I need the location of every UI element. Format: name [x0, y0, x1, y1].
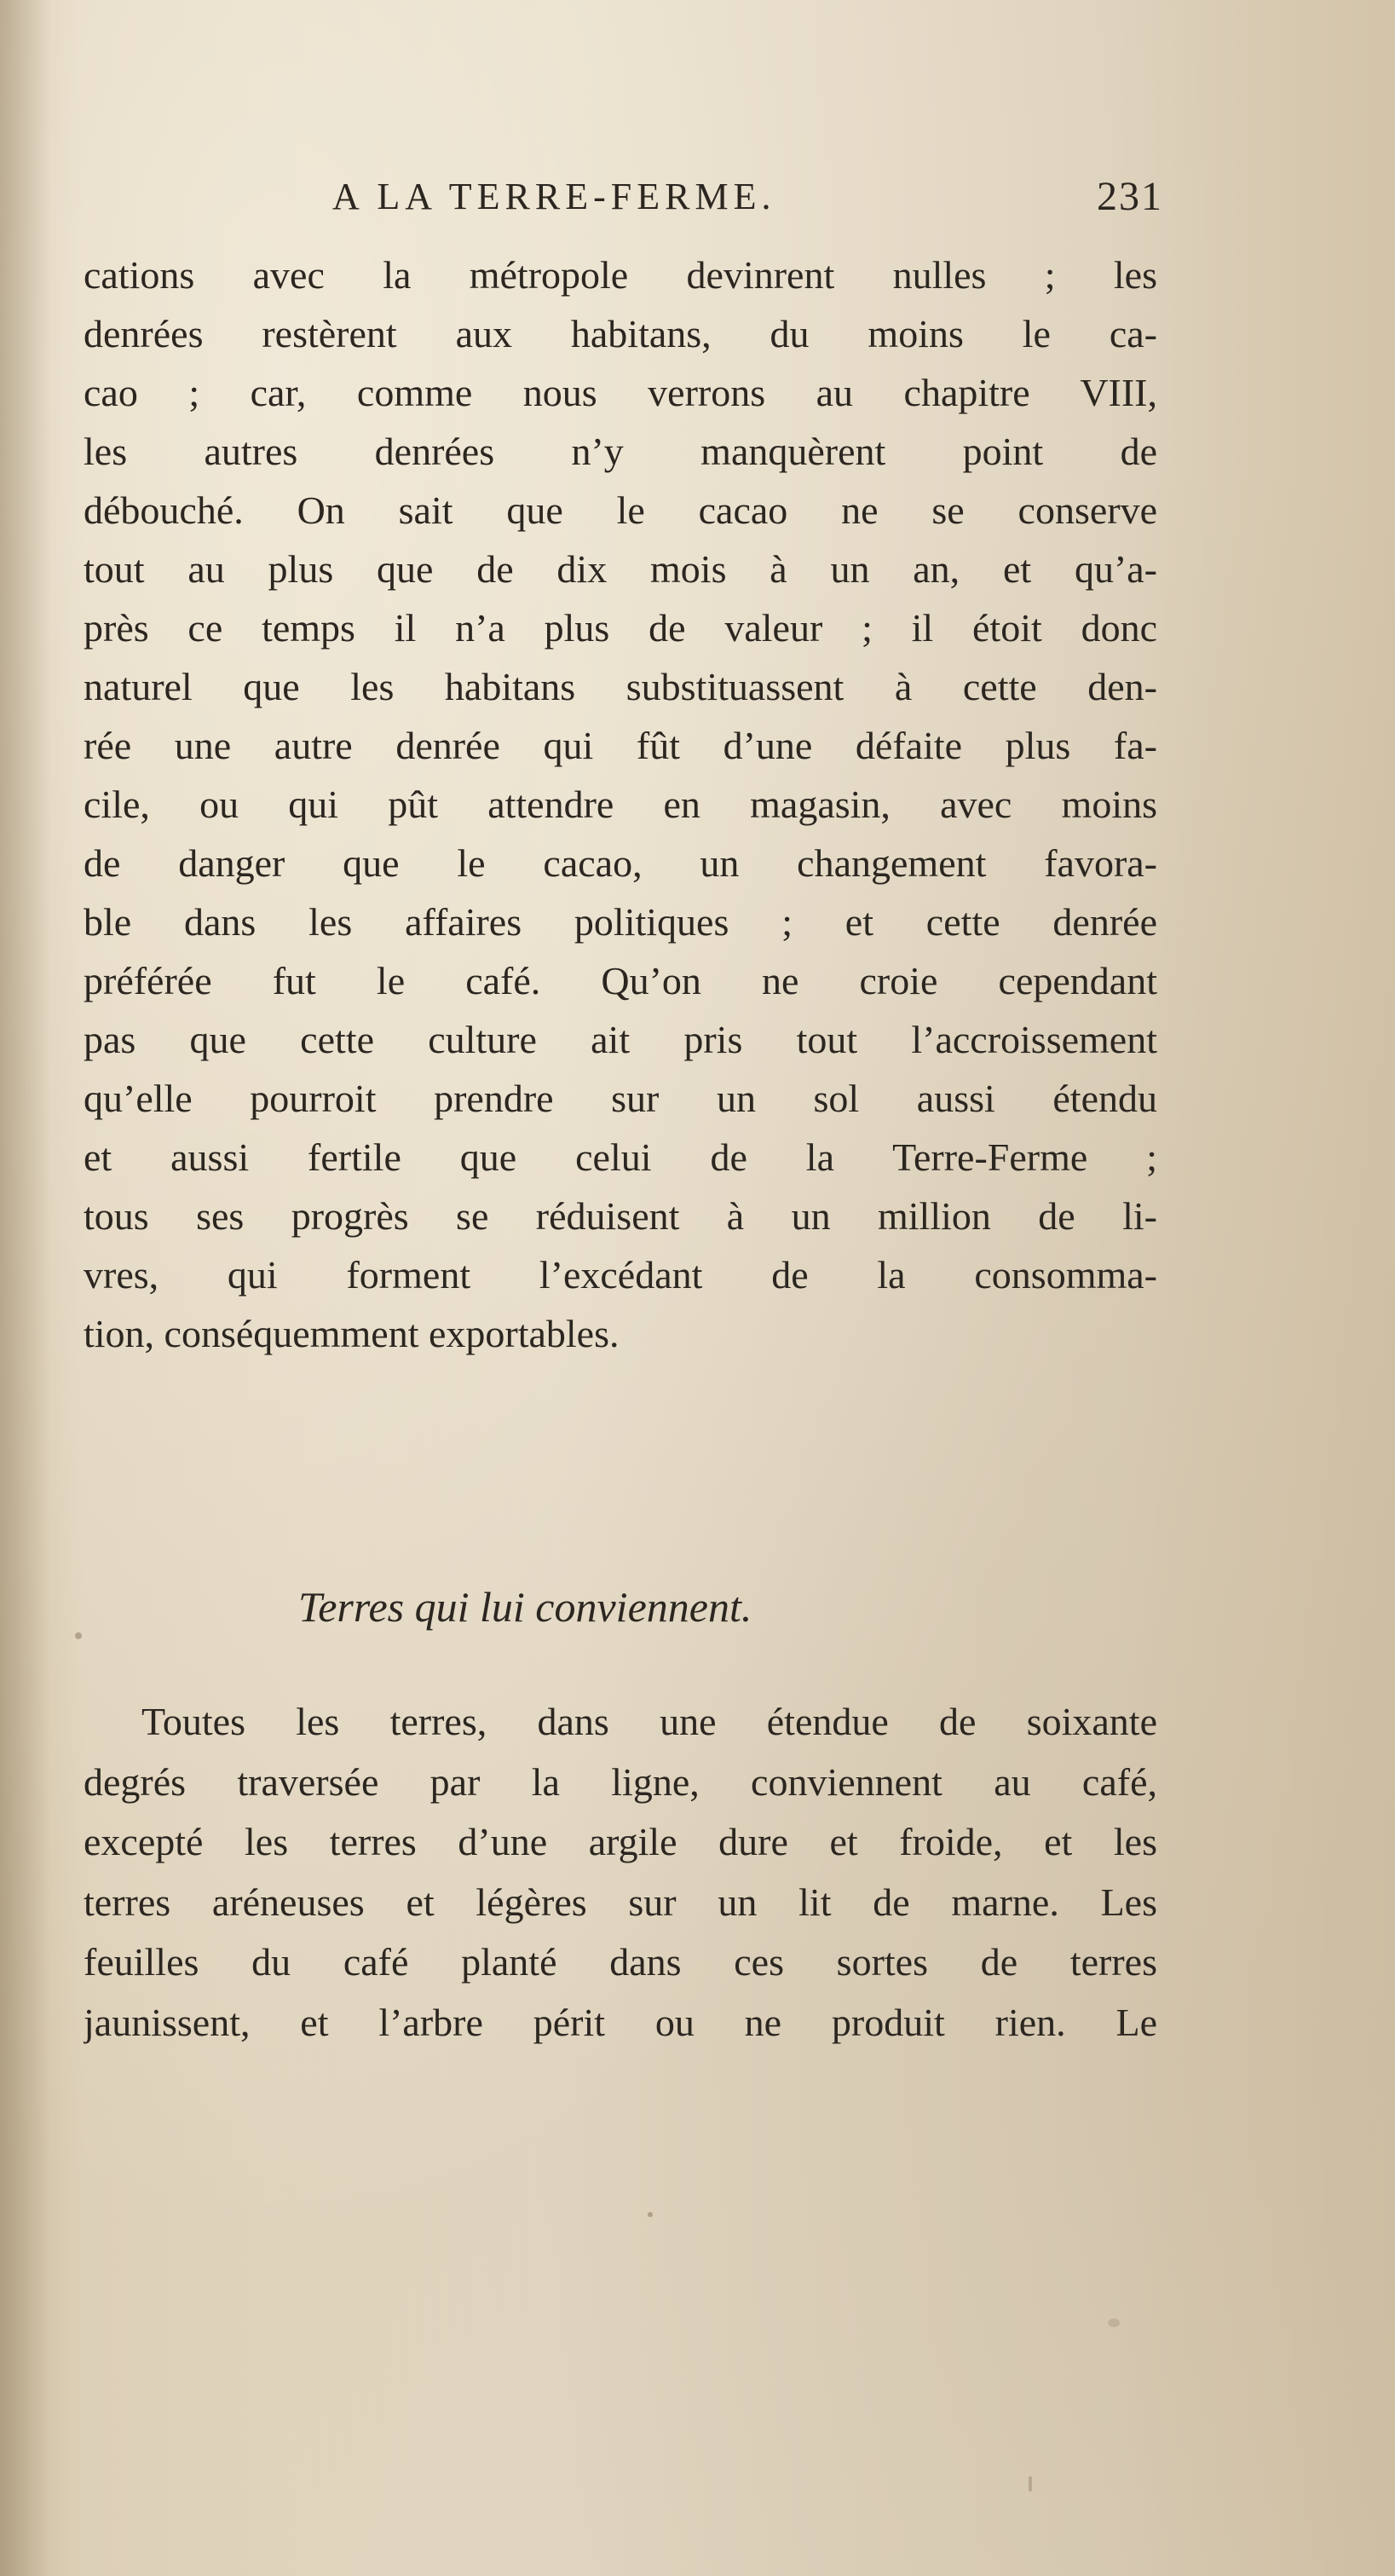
page-header — [332, 167, 1163, 227]
text-line: cile, ou qui pût attendre en magasin, avec moins — [84, 783, 1157, 826]
paper-speck — [648, 2212, 653, 2217]
gutter-shadow — [0, 0, 51, 2576]
text-line: débouché. On sait que le cacao ne se conserve — [84, 488, 1157, 532]
text-line: rée une autre denrée qui fût d’une défaite plus fa- — [84, 724, 1157, 767]
text-line: pas que cette culture ait pris tout l’accroissement — [84, 1018, 1157, 1061]
paper-speck — [75, 1632, 82, 1639]
text-line: tout au plus que de dix mois à un an, et qu’a- — [84, 547, 1157, 591]
text-line: jaunissent, et l’arbre périt ou ne produit rien. Le — [84, 2000, 1157, 2044]
paper-speck — [1029, 2476, 1032, 2492]
paragraph-1 — [84, 245, 1157, 1363]
text-line: les autres denrées n’y manquèrent point de — [84, 430, 1157, 473]
text-line: Toutes les terres, dans une étendue de soixante — [141, 1700, 1157, 1743]
text-line: excepté les terres d’une argile dure et froide, et les — [84, 1820, 1157, 1863]
text-line: naturel que les habitans substituassent à cette den- — [84, 665, 1157, 708]
text-line: et aussi fertile que celui de la Terre-Ferme ; — [84, 1135, 1157, 1179]
text-line: tous ses progrès se réduisent à un million de li- — [84, 1194, 1157, 1238]
text-line: près ce temps il n’a plus de valeur ; il étoit donc — [84, 606, 1157, 650]
text-line: tion, conséquemment exportables. — [84, 1312, 620, 1355]
paragraph-2 — [84, 1692, 1157, 2053]
text-line: cations avec la métropole devinrent nulles ; les — [84, 253, 1157, 297]
text-line: de danger que le cacao, un changement favora- — [84, 841, 1157, 885]
text-line: ble dans les affaires politiques ; et cette denrée — [84, 900, 1157, 944]
text-line: préférée fut le café. Qu’on ne croie cependant — [84, 959, 1157, 1002]
text-line: feuilles du café planté dans ces sortes de terres — [84, 1940, 1157, 1984]
text-line: denrées restèrent aux habitans, du moins le ca- — [84, 312, 1157, 355]
section-heading: Terres qui lui conviennent. — [298, 1583, 752, 1631]
paper-speck — [1108, 2319, 1120, 2327]
text-line: vres, qui forment l’excédant de la consomma- — [84, 1253, 1157, 1297]
text-line: degrés traversée par la ligne, conviennent au café, — [84, 1759, 1157, 1804]
text-line: qu’elle pourroit prendre sur un sol aussi étendu — [84, 1077, 1157, 1120]
text-line: terres aréneuses et légères sur un lit de marne. Les — [84, 1880, 1157, 1924]
page-number: 231 — [1097, 174, 1163, 219]
text-line: cao ; car, comme nous verrons au chapitre VIII, — [84, 371, 1157, 414]
running-head: A LA TERRE-FERME. — [332, 176, 776, 217]
